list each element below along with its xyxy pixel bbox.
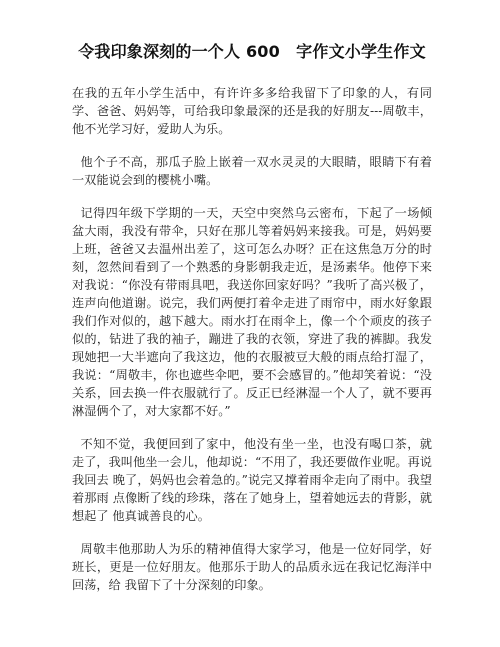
paragraph-conclusion: 周敬丰他那助人为乐的精神值得大家学习，他是一位好同学，好班长，更是一位好朋友。他那乐于助人的品质永远在我记忆海洋中回荡，给 我留下了十分深刻的印象。	[72, 542, 432, 592]
paragraph-return-home: 不知不觉，我便回到了家中，他没有坐一坐，也没有喝口茶，就走了，我叫他坐一会儿，他却说：“不用了，我还要做作业呢。再说我回去 晚了，妈妈也会着急的。”说完又撑着雨伞走向了雨中。我望着那雨 点像断了线的珍珠，落在了她身上，望着她远去的背影，就想起了 他真诚善良的心。	[72, 437, 432, 523]
paragraph-rain-story: 记得四年级下学期的一天，天空中突然乌云密布，下起了一场倾盆大雨，我没有带伞，只好在那儿等着妈妈来接我。可是，妈妈要上班，爸爸又去温州出差了，这可怎么办呀？正在这焦急万分的时刻，忽然间看到了一个熟悉的身影朝我走近，是汤素华。他停下来对我说：“你没有带雨具吧，我送你回家好吗？”我听了高兴极了，连声向他道谢。说完，我们两便打着伞走进了雨帘中，雨水好象跟我们作对似的，越下越大。雨水打在雨伞上，像一个个顽皮的孩子似的，钻进了我的袖子，蹦进了我的衣领，穿进了我的裤脚。我发现她把一大半遮向了我这边，他的衣服被豆大般的雨点给打湿了，我说：“周敬丰，你也遮些伞吧，要不会感冒的。”他却笑着说：“没关系，回去换一件衣服就行了。反正已经淋湿一个人了，就不要再淋湿俩个了，对大家都不好。”	[72, 206, 432, 418]
paragraph-appearance: 他个子不高，那瓜子脸上嵌着一双水灵灵的大眼睛，眼睛下有着一双能说会到的樱桃小嘴。	[72, 155, 432, 187]
paragraph-intro: 在我的五年小学生活中，有许许多多给我留下了印象的人，有同学、爸爸、妈妈等，可给我印象最深的还是我的好朋友---周敬丰，他不光学习好，爱助人为乐。	[72, 86, 432, 136]
document-title: 令我印象深刻的一个人 600 字作文小学生作文	[78, 42, 426, 61]
